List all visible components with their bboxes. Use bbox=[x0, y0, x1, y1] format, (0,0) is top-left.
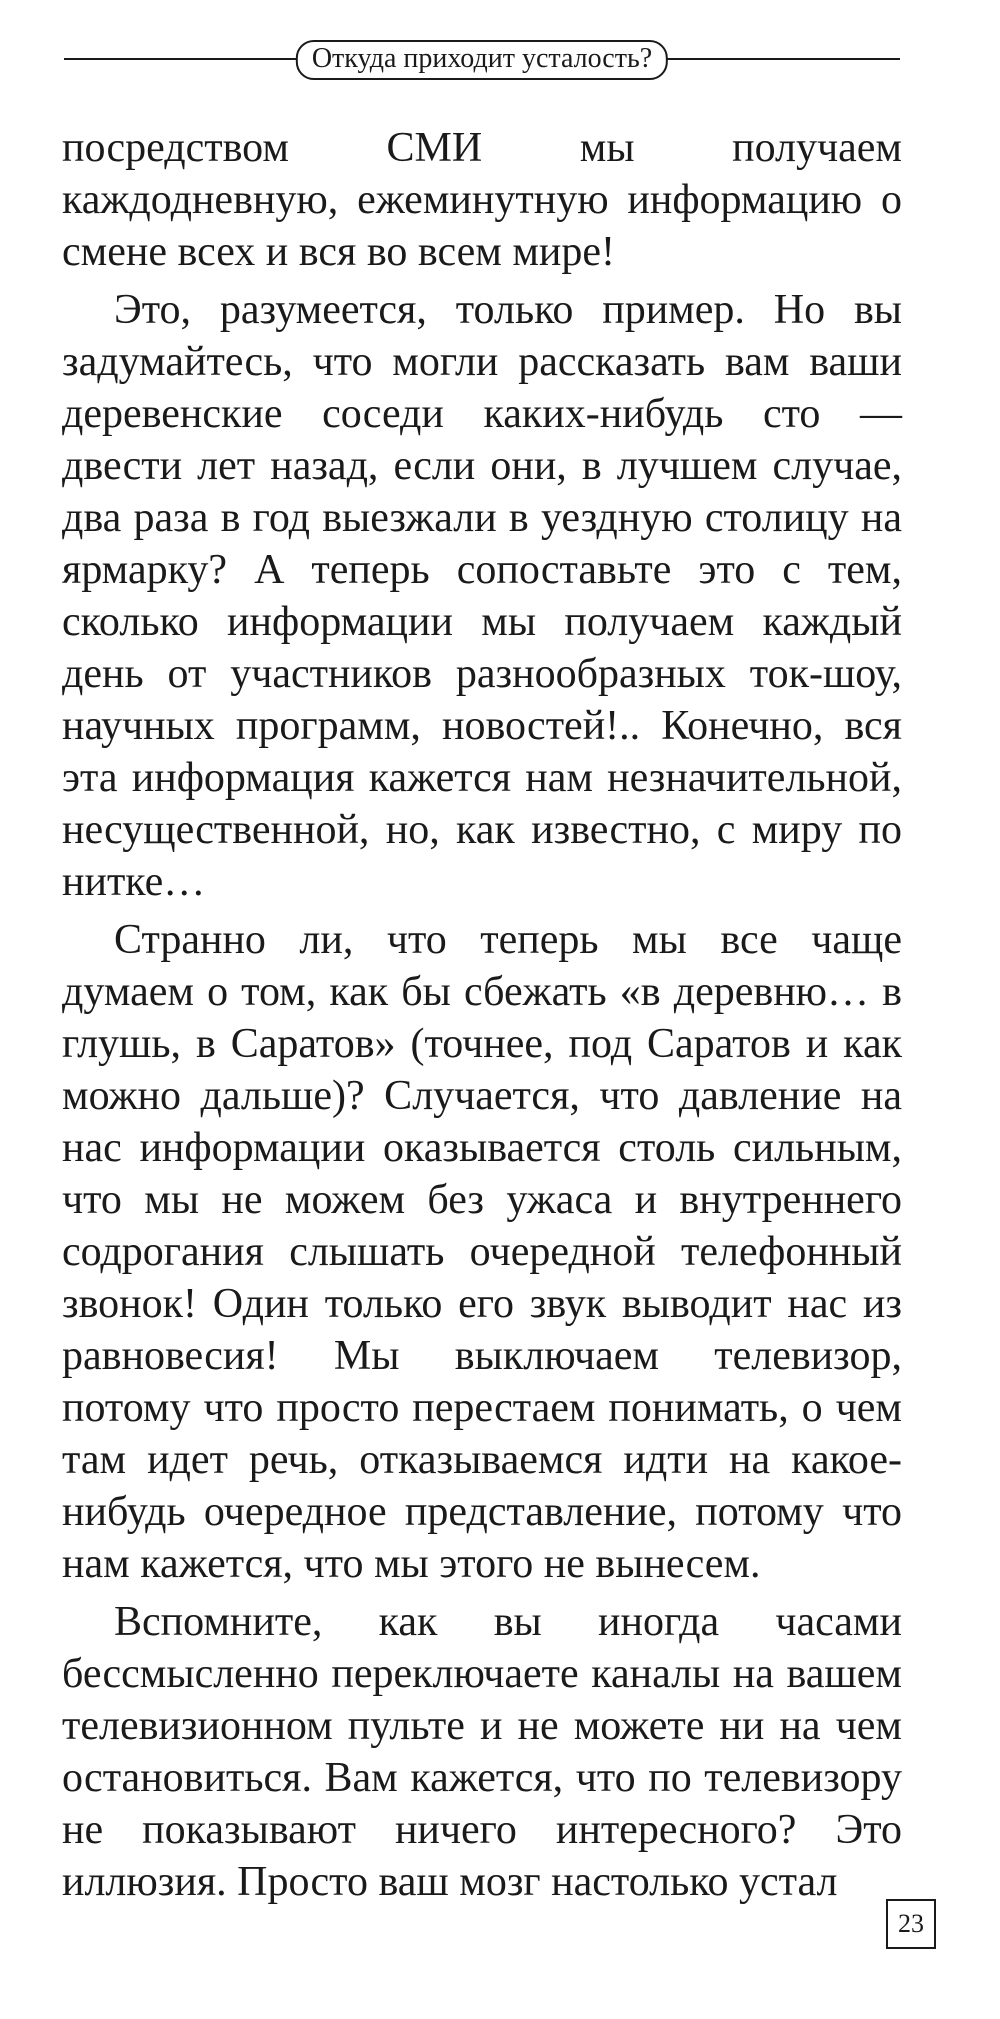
paragraph: Это, разумеется, только пример. Но вы задумайтесь, что могли рассказать вам ваши деревенские соседи каких-нибудь сто — двести лет назад, если они, в лучшем случае, два раза в год выезжали в уездную столицу на ярмарку? А теперь сопоставьте это с тем, сколько информации мы получаем каждый день от участников разнообразных ток-шоу, научных программ, новостей!.. Конечно, вся эта информация кажется нам незначительной, несущественной, но, как известно, с миру по нитке… bbox=[62, 287, 902, 905]
paragraph-continuation: посредством СМИ мы получаем каждодневную, ежеминутную информацию о смене всех и вся во всем мире! bbox=[62, 125, 902, 275]
chapter-title: Откуда приходит усталость? bbox=[296, 40, 668, 80]
running-header bbox=[64, 40, 900, 80]
body-text bbox=[62, 122, 902, 1914]
paragraph: Странно ли, что теперь мы все чаще думаем о том, как бы сбежать «в деревню… в глушь, в Саратов» (точнее, под Саратов и как можно дальше)? Случается, что давление на нас информации оказывается столь сильным, что мы не можем без ужаса и внутреннего содрогания слышать очередной телефонный звонок! Один только его звук выводит нас из равновесия! Мы выключаем телевизор, потому что просто перестаем понимать, о чем там идет речь, отказываемся идти на какое-нибудь очередное представление, потому что нам кажется, что мы этого не вынесем. bbox=[62, 917, 902, 1587]
page-number: 23 bbox=[886, 1899, 936, 1949]
paragraph: Вспомните, как вы иногда часами бессмысленно переключаете каналы на вашем телевизионном пульте и не можете ни на чем остановиться. Вам кажется, что по телевизору не показывают ничего интересного? Это иллюзия. Просто ваш мозг настолько устал bbox=[62, 1599, 902, 1905]
